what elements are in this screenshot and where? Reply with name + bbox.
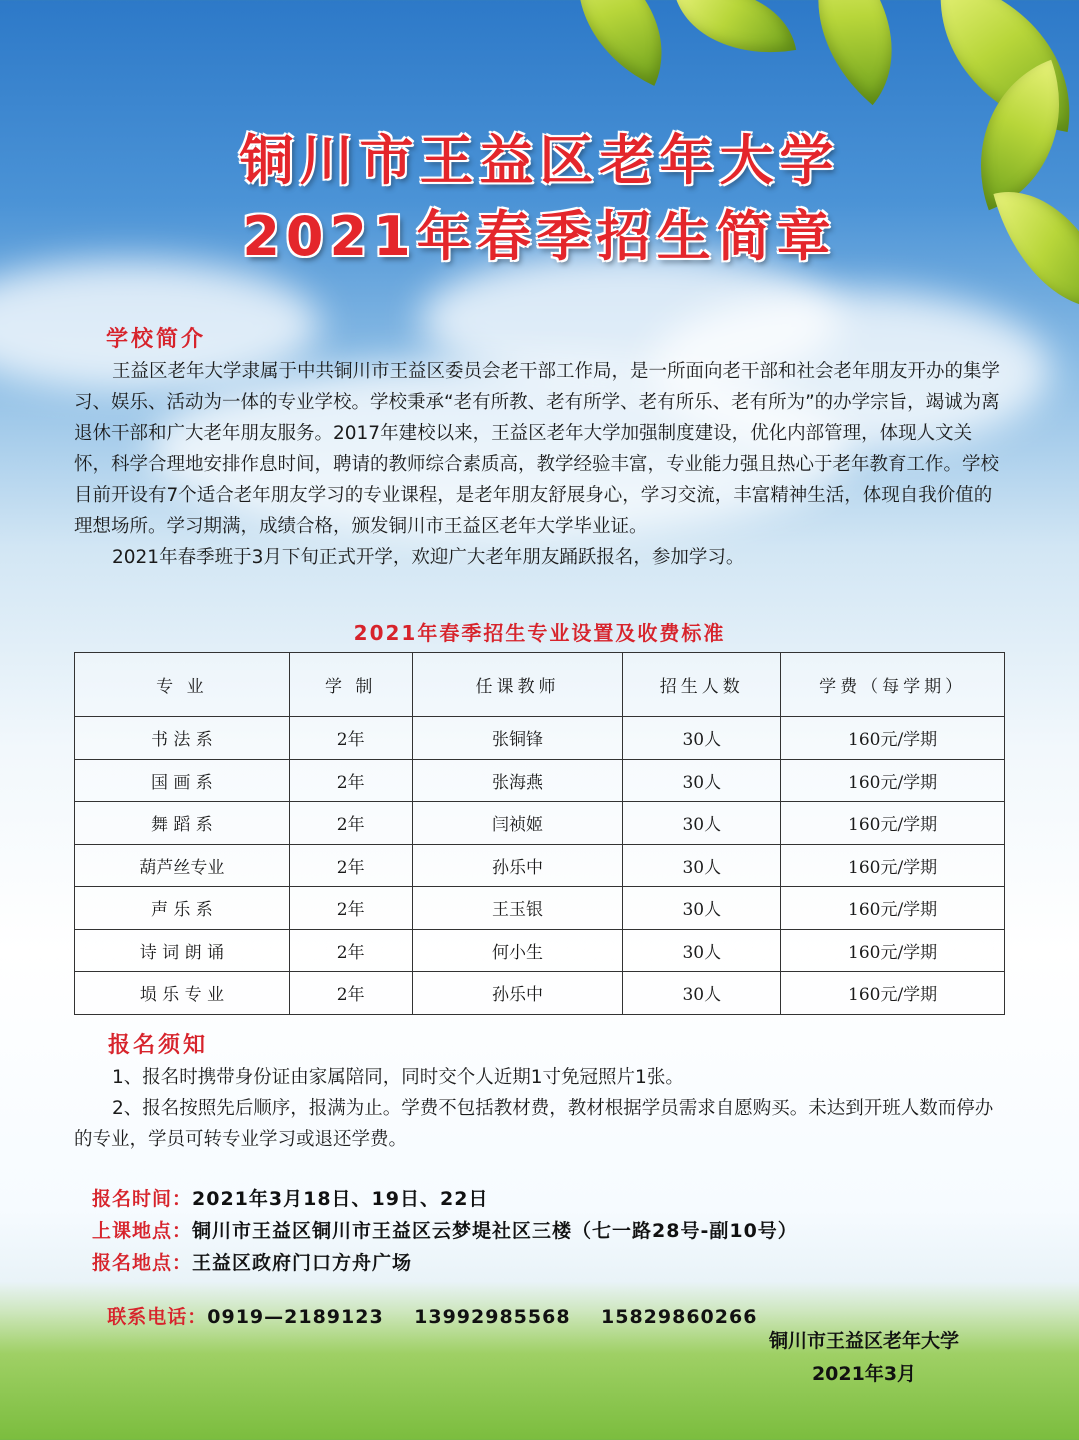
table-cell: 2年 bbox=[289, 887, 412, 930]
intro-paragraph: 2021年春季班于3月下旬正式开学，欢迎广大老年朋友踊跃报名，参加学习。 bbox=[112, 547, 745, 568]
contact-phone-label: 联系电话： bbox=[107, 1306, 208, 1328]
table-title: 2021年春季招生专业设置及收费标准 bbox=[353, 621, 726, 645]
table-cell: 160元/学期 bbox=[781, 972, 1005, 1015]
notice-item: 1、报名时携带身份证由家属陪同，同时交个人近期1寸免冠照片1张。 bbox=[112, 1067, 684, 1088]
signature-org: 铜川市王益区老年大学 bbox=[768, 1330, 959, 1352]
table-cell: 160元/学期 bbox=[781, 887, 1005, 930]
page-subtitle: 2021年春季招生简章 bbox=[242, 205, 837, 268]
class-location-value: 铜川市王益区铜川市王益区云梦堤社区三楼（七一路28号-副10号） bbox=[192, 1220, 798, 1242]
column-header: 任课教师 bbox=[412, 653, 623, 717]
table-row bbox=[75, 929, 1005, 972]
notice-heading: 报名须知 bbox=[108, 1033, 209, 1058]
table-cell: 张海燕 bbox=[412, 759, 623, 802]
signature bbox=[769, 1326, 959, 1386]
table-cell: 30人 bbox=[623, 759, 781, 802]
table-cell: 30人 bbox=[623, 802, 781, 845]
table-cell: 孙乐中 bbox=[412, 844, 623, 887]
table-row bbox=[75, 887, 1005, 930]
table-cell: 30人 bbox=[623, 717, 781, 760]
leaf-decoration bbox=[773, 0, 937, 105]
table-cell: 160元/学期 bbox=[781, 802, 1005, 845]
table-row bbox=[75, 802, 1005, 845]
table-cell: 葫芦丝专业 bbox=[75, 844, 290, 887]
class-location bbox=[92, 1216, 798, 1243]
table-cell: 2年 bbox=[289, 802, 412, 845]
table-cell: 埙 乐 专 业 bbox=[75, 972, 290, 1015]
table-cell: 声 乐 系 bbox=[75, 887, 290, 930]
table-cell: 2年 bbox=[289, 717, 412, 760]
table-row bbox=[75, 972, 1005, 1015]
table-cell: 160元/学期 bbox=[781, 717, 1005, 760]
intro-body bbox=[74, 356, 1009, 573]
table-cell: 舞 蹈 系 bbox=[75, 802, 290, 845]
table-cell: 160元/学期 bbox=[781, 844, 1005, 887]
table-cell: 2年 bbox=[289, 972, 412, 1015]
contact-phone bbox=[92, 1280, 757, 1329]
signature-date: 2021年3月 bbox=[811, 1363, 917, 1385]
column-header: 学费（每学期） bbox=[781, 653, 1005, 717]
table-row bbox=[75, 844, 1005, 887]
table-cell: 孙乐中 bbox=[412, 972, 623, 1015]
column-header: 学 制 bbox=[289, 653, 412, 717]
class-location-label: 上课地点： bbox=[92, 1220, 193, 1242]
table-header-row bbox=[75, 653, 1005, 717]
fee-table bbox=[74, 652, 1005, 1015]
registration-location-value: 王益区政府门口方舟广场 bbox=[192, 1252, 413, 1274]
registration-location-label: 报名地点： bbox=[92, 1252, 193, 1274]
table-row bbox=[75, 759, 1005, 802]
table-row bbox=[75, 717, 1005, 760]
table-cell: 160元/学期 bbox=[781, 929, 1005, 972]
table-cell: 30人 bbox=[623, 972, 781, 1015]
page-title: 铜川市王益区老年大学 bbox=[239, 129, 840, 192]
table-cell: 30人 bbox=[623, 844, 781, 887]
table-cell: 2年 bbox=[289, 844, 412, 887]
table-cell: 王玉银 bbox=[412, 887, 623, 930]
column-header: 专 业 bbox=[75, 653, 290, 717]
table-cell: 何小生 bbox=[412, 929, 623, 972]
table-cell: 160元/学期 bbox=[781, 759, 1005, 802]
intro-paragraph: 王益区老年大学隶属于中共铜川市王益区委员会老干部工作局，是一所面向老干部和社会老年朋友开办的集学习、娱乐、活动为一体的专业学校。学校秉承“老有所教、老有所学、老有所乐、老有所为”的办学宗旨，竭诚为离退休干部和广大老年朋友服务。2017年建校以来，王益区老年大学加强制度建设，优化内部管理，体现人文关怀，科学合理地安排作息时间，聘请的教师综合素质高，教学经验丰富，专业能力强且热心于老年教育工作。学校目前开设有7个适合老年朋友学习的专业课程，是老年朋友舒展身心，学习交流，丰富精神生活，体现自我价值的理想场所。学习期满，成绩合格，颁发铜川市王益区老年大学毕业证。 bbox=[74, 361, 1001, 537]
registration-time-label: 报名时间： bbox=[92, 1188, 193, 1210]
table-cell: 国 画 系 bbox=[75, 759, 290, 802]
table-cell: 闫祯姬 bbox=[412, 802, 623, 845]
table-cell: 书 法 系 bbox=[75, 717, 290, 760]
table-cell: 30人 bbox=[623, 929, 781, 972]
leaf-decoration bbox=[674, 0, 796, 69]
notice-item: 2、报名按照先后顺序，报满为止。学费不包括教材费，教材根据学员需求自愿购买。未达到开班人数而停办的专业，学员可转专业学习或退还学费。 bbox=[74, 1098, 994, 1150]
registration-time bbox=[92, 1184, 488, 1211]
table-cell: 张铜锋 bbox=[412, 717, 623, 760]
table-cell: 30人 bbox=[623, 887, 781, 930]
leaf-decoration bbox=[546, 0, 695, 86]
intro-heading: 学校简介 bbox=[106, 327, 207, 352]
table-cell: 诗 词 朗 诵 bbox=[75, 929, 290, 972]
column-header: 招生人数 bbox=[623, 653, 781, 717]
registration-time-value: 2021年3月18日、19日、22日 bbox=[192, 1188, 489, 1210]
table-cell: 2年 bbox=[289, 759, 412, 802]
registration-location bbox=[92, 1248, 412, 1275]
contact-phone-value: 0919—2189123 13992985568 15829860266 bbox=[207, 1306, 758, 1328]
notice-body bbox=[74, 1062, 1009, 1155]
table-cell: 2年 bbox=[289, 929, 412, 972]
